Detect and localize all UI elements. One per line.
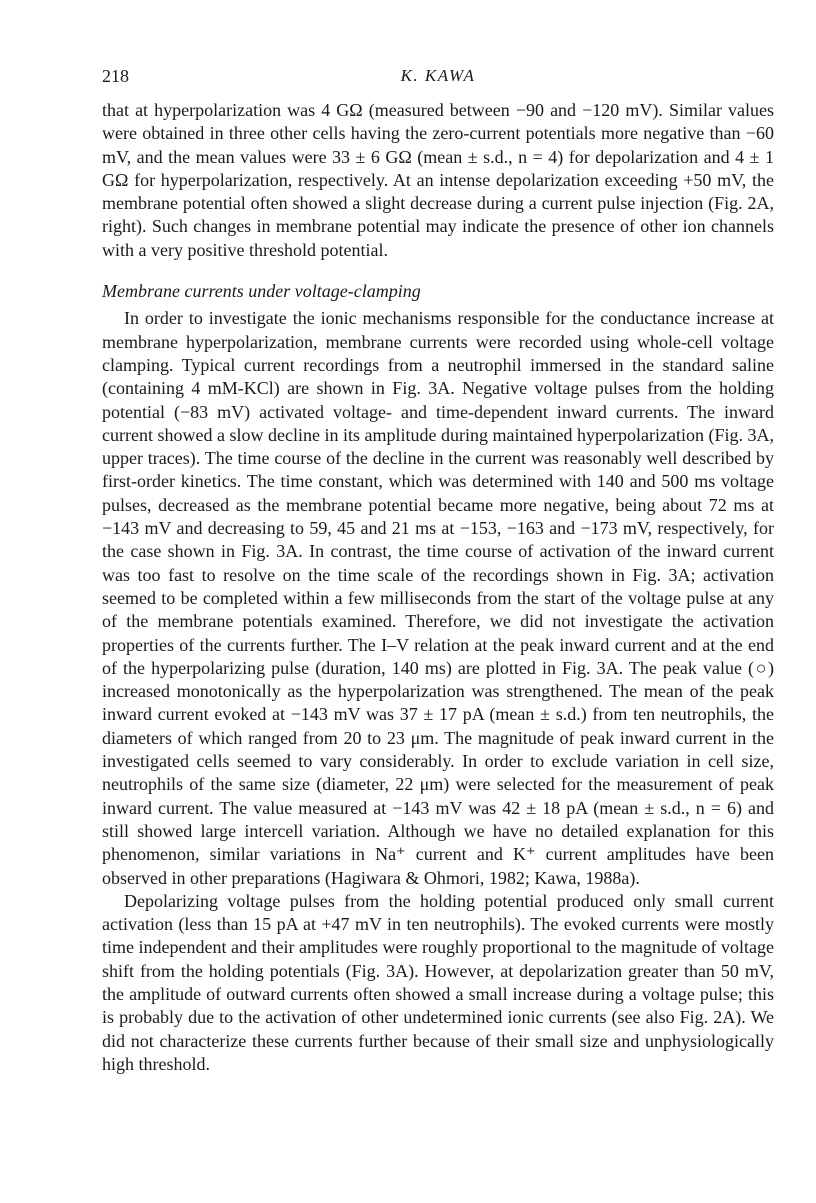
page-number: 218 [102,66,129,86]
page-header [102,66,774,90]
paragraph-voltage-clamp: In order to investigate the ionic mechanisms responsible for the conductance increase at membrane hyperpolarization, membrane currents were recorded using whole-cell voltage clamping. Typical current recordings from a neutrophil immersed in the standard saline (containing 4 mM-KCl) are shown in Fig. 3A. Negative voltage pulses from the holding potential (−83 mV) activated voltage- and time-dependent inward currents. The inward current showed a slow decline in its amplitude during maintained hyperpolarization (Fig. 3A, upper traces). The time course of the decline in the current was reasonably well described by first-order kinetics. The time constant, which was determined with 140 and 500 ms voltage pulses, decreased as the membrane potential became more negative, being about 72 ms at −143 mV and decreasing to 59, 45 and 21 ms at −153, −163 and −173 mV, respectively, for the case shown in Fig. 3A. In contrast, the time course of activation of the inward current was too fast to resolve on the time scale of the recordings shown in Fig. 3A; activation seemed to be completed within a few milliseconds from the start of the voltage pulse at any of the membrane potentials examined. Therefore, we did not investigate the activation properties of the currents further. The I–V relation at the peak inward current and at the end of the hyperpolarizing pulse (duration, 140 ms) are plotted in Fig. 3A. The peak value (○) increased monotonically as the hyperpolarization was strengthened. The mean of the peak inward current evoked at −143 mV was 37 ± 17 pA (mean ± s.d.) from ten neutrophils, the diameters of which ranged from 20 to 23 μm. The magnitude of peak inward current in the investigated cells seemed to vary considerably. In order to exclude variation in cell size, neutrophils of the same size (diameter, 22 μm) were selected for the measurement of peak inward current. The value measured at −143 mV was 42 ± 18 pA (mean ± s.d., n = 6) and still showed large intercell variation. Although we have no detailed explanation for this phenomenon, similar variations in Na⁺ current and K⁺ current amplitudes have been observed in other preparations (Hagiwara & Ohmori, 1982; Kawa, 1988a). [102,308,774,888]
running-head: K. KAWA [400,66,476,85]
paragraph-continuation: that at hyperpolarization was 4 GΩ (measured between −90 and −120 mV). Similar values were obtained in three other cells having the zero-current potentials more negative than −60 mV, and the mean values were 33 ± 6 GΩ (mean ± s.d., n = 4) for depolarization and 4 ± 1 GΩ for hyperpolarization, respectively. At an intense depolarization exceeding +50 mV, the membrane potential often showed a slight decrease during a current pulse injection (Fig. 2A, right). Such changes in membrane potential may indicate the presence of other ion channels with a very positive threshold potential. [102,100,774,260]
paragraph-depolarizing: Depolarizing voltage pulses from the holding potential produced only small current activation (less than 15 pA at +47 mV in ten neutrophils). The evoked currents were mostly time independent and their amplitudes were roughly proportional to the magnitude of voltage shift from the holding potentials (Fig. 3A). However, at depolarization greater than 50 mV, the amplitude of outward currents often showed a small increase during a voltage pulse; this is probably due to the activation of other undetermined ionic currents (see also Fig. 2A). We did not characterize these currents further because of their small size and unphysiologically high threshold. [102,890,774,1074]
body-text [102,99,774,1076]
section-heading: Membrane currents under voltage-clamping [102,281,421,302]
